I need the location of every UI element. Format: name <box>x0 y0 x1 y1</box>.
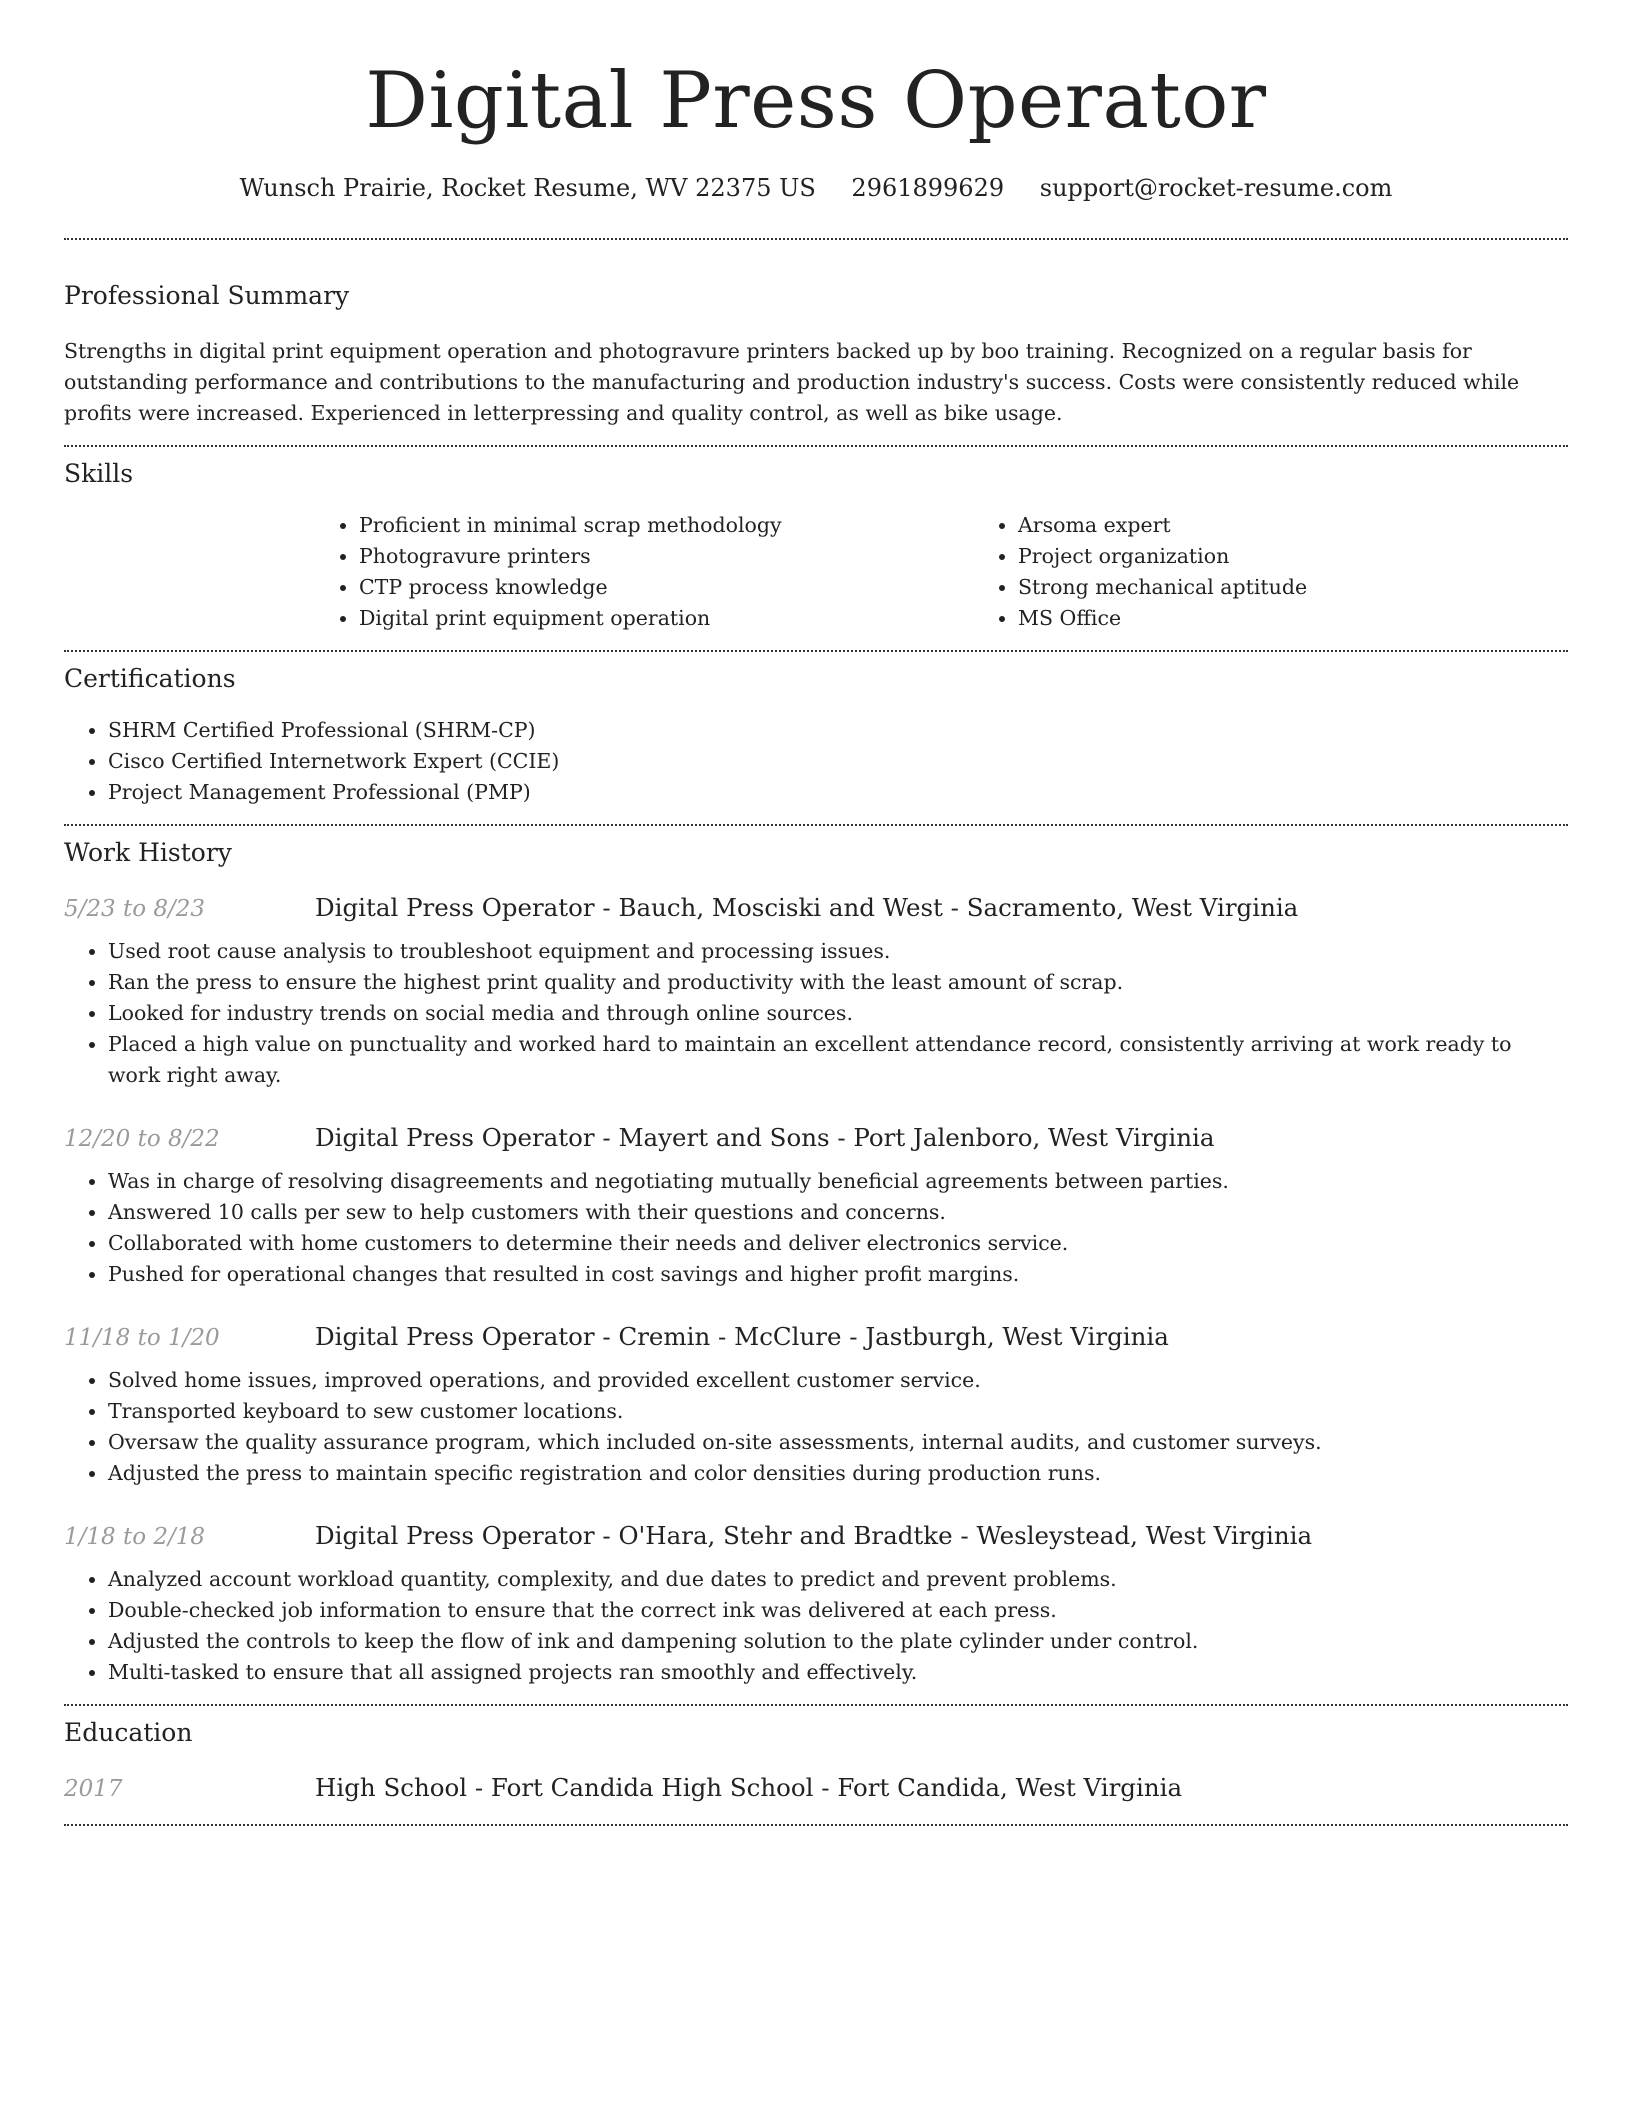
section-title-certifications: Certifications <box>64 664 236 693</box>
skills-grid <box>315 510 1568 650</box>
list-item: • Collaborated with home customers to determine their needs and deliver electronics service. <box>108 1228 1568 1259</box>
list-item: • Answered 10 calls per sew to help customers with their questions and concerns. <box>108 1197 1568 1228</box>
list-item: • Looked for industry trends on social media and through online sources. <box>108 998 1568 1029</box>
job-title: Digital Press Operator - O'Hara, Stehr and Bradtke - Wesleystead, West Virginia <box>315 1521 1313 1550</box>
section-title-work: Work History <box>64 838 232 867</box>
contact-address: Wunsch Prairie, Rocket Resume, WV 22375 US <box>239 174 816 202</box>
job-bullets <box>64 1166 1568 1290</box>
job-entry <box>64 1521 1568 1704</box>
job-entry <box>64 1123 1568 1290</box>
list-item: • Was in charge of resolving disagreements and negotiating mutually beneficial agreements between parties. <box>108 1166 1568 1197</box>
contact-phone: 2961899629 <box>851 174 1005 202</box>
list-item: • Multi-tasked to ensure that all assigned projects ran smoothly and effectively. <box>108 1657 1568 1688</box>
job-entry <box>64 893 1568 1091</box>
list-item: • Photogravure printers <box>359 541 974 572</box>
contact-email: support@rocket-resume.com <box>1039 174 1393 202</box>
list-item: • Digital print equipment operation <box>359 603 974 634</box>
contact-line <box>64 174 1568 202</box>
education-entry <box>64 1773 1568 1802</box>
list-item: • Adjusted the controls to keep the flow of ink and dampening solution to the plate cylinder under control. <box>108 1626 1568 1657</box>
list-item: • Proficient in minimal scrap methodology <box>359 510 974 541</box>
section-title-education: Education <box>64 1718 193 1747</box>
job-dates: 5/23 to 8/23 <box>64 896 206 922</box>
job-header <box>64 1322 1568 1351</box>
job-title: Digital Press Operator - Mayert and Sons - Port Jalenboro, West Virginia <box>315 1123 1215 1152</box>
list-item: • Cisco Certified Internetwork Expert (CCIE) <box>108 746 1568 777</box>
resume-name: Digital Press Operator <box>365 56 1267 146</box>
work-section <box>64 826 1568 1704</box>
divider <box>64 1824 1568 1826</box>
skills-list-right <box>974 510 1632 634</box>
list-item: • Project organization <box>1018 541 1632 572</box>
job-title: Digital Press Operator - Bauch, Mosciski and West - Sacramento, West Virginia <box>315 893 1299 922</box>
list-item: • Analyzed account workload quantity, complexity, and due dates to predict and prevent problems. <box>108 1564 1568 1595</box>
section-title-skills: Skills <box>64 459 134 488</box>
skills-list-left <box>315 510 974 634</box>
certifications-section <box>64 652 1568 824</box>
skills-section <box>64 447 1568 650</box>
job-title: Digital Press Operator - Cremin - McClure - Jastburgh, West Virginia <box>315 1322 1169 1351</box>
list-item: • Solved home issues, improved operations, and provided excellent customer service. <box>108 1365 1568 1396</box>
list-item: • Adjusted the press to maintain specific registration and color densities during production runs. <box>108 1458 1568 1489</box>
list-item: • Oversaw the quality assurance program, which included on-site assessments, internal audits, and customer surveys. <box>108 1427 1568 1458</box>
summary-section <box>64 240 1568 445</box>
job-bullets <box>64 1564 1568 1688</box>
list-item: • MS Office <box>1018 603 1632 634</box>
list-item: • Double-checked job information to ensure that the correct ink was delivered at each press. <box>108 1595 1568 1626</box>
job-dates: 12/20 to 8/22 <box>64 1126 220 1152</box>
job-bullets <box>64 936 1568 1091</box>
job-header <box>64 1521 1568 1550</box>
list-item: • SHRM Certified Professional (SHRM-CP) <box>108 715 1568 746</box>
list-item: • Placed a high value on punctuality and worked hard to maintain an excellent attendance record, consistently arriving at work ready to work right away. <box>108 1029 1568 1091</box>
job-header <box>64 893 1568 922</box>
list-item: • Ran the press to ensure the highest print quality and productivity with the least amount of scrap. <box>108 967 1568 998</box>
job-dates: 1/18 to 2/18 <box>64 1524 206 1550</box>
list-item: • Project Management Professional (PMP) <box>108 777 1568 808</box>
summary-text: Strengths in digital print equipment operation and photogravure printers backed up by boo training. Recognized on a regular basis for outstanding performance and contributions to the manufacturing and production industry's success. Costs were consistently reduced while profits were increased. Experienced in letterpressing and quality control, as well as bike usage. <box>64 339 1520 425</box>
section-title-summary: Professional Summary <box>64 281 350 310</box>
certifications-list <box>64 715 1568 824</box>
job-dates: 11/18 to 1/20 <box>64 1325 220 1351</box>
list-item: • Pushed for operational changes that resulted in cost savings and higher profit margins. <box>108 1259 1568 1290</box>
education-section <box>64 1706 1568 1824</box>
job-header <box>64 1123 1568 1152</box>
education-dates: 2017 <box>64 1776 123 1802</box>
list-item: • Arsoma expert <box>1018 510 1632 541</box>
list-item: • Used root cause analysis to troubleshoot equipment and processing issues. <box>108 936 1568 967</box>
list-item: • Strong mechanical aptitude <box>1018 572 1632 603</box>
job-entry <box>64 1322 1568 1489</box>
job-bullets <box>64 1365 1568 1489</box>
list-item: • Transported keyboard to sew customer locations. <box>108 1396 1568 1427</box>
list-item: • CTP process knowledge <box>359 572 974 603</box>
education-title: High School - Fort Candida High School - Fort Candida, West Virginia <box>315 1773 1183 1802</box>
